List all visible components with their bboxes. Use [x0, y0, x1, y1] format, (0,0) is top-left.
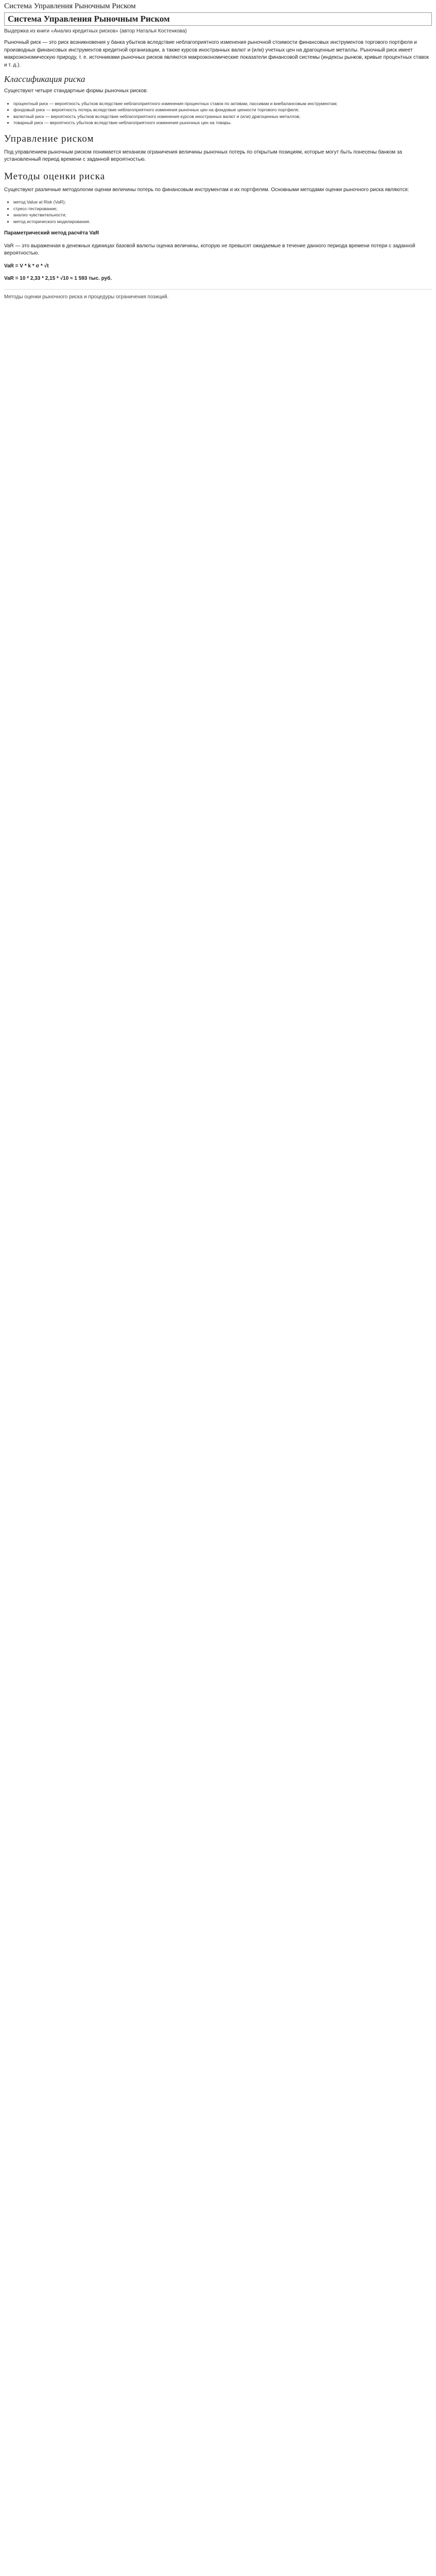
list-item: • анализ чувствительности;: [13, 212, 432, 218]
list-item: • валютный риск — вероятность убытков вследствие неблагоприятного изменения курсов иностранных валют и (или) драгоценных металлов;: [13, 113, 432, 120]
filler-note: Методы оценки рыночного риска и процедуры ограничения позиций.: [4, 294, 169, 300]
var-text: VaR — это выраженная в денежных единицах базовой валюты оценка величины, которую не превысят ожидаемые в течение данного периода времени потери с заданной вероятностью.: [4, 243, 415, 256]
intro: Рыночный риск — это риск возникновения у банка убытков вследствие неблагоприятного изменения рыночной стоимости финансовых инструментов торгового портфеля и производных финансовых инструментов кредитной организации, а также курсов иностранных валют и (или) учетных цен на драгоценные металлы. Рыночный риск имеет макроэкономическую природу, т. е. источниками рыночных рисков являются макроэкономические показатели финансовой системы (индексы рынков, кривые процентных ставок и т. д.).: [4, 40, 429, 68]
list-item: • товарный риск — вероятность убытков вследствие неблагоприятного изменения рыночных цен на товары.: [13, 120, 432, 126]
filler-section: [4, 289, 432, 301]
heading-methods: Методы оценки риска: [4, 171, 106, 182]
source-note: Выдержка из книги «Анализ кредитных рисков» (автор Наталья Костенкова): [4, 28, 187, 34]
methods-list: [13, 199, 432, 225]
heading-classification: Классификация риска: [4, 74, 85, 84]
list-item: • метод Value at Risk (VaR);: [13, 199, 432, 206]
list-item: • метод исторического моделирования.: [13, 218, 432, 225]
manage-text: Под управлением рыночным риском понимается механизм ограничения величины рыночных потерь по открытым позициям, которые могут быть понесены банком за установленный период времени с заданной вероятностью.: [4, 149, 403, 162]
formula: VaR = 10 * 2,33 * 2,15 * √10 ≈ 1 593 тыс. руб.: [4, 276, 112, 281]
site-title[interactable]: Система Управления Рыночным Риском: [4, 2, 136, 10]
list-item: • фондовый риск — вероятность потерь вследствие неблагоприятного изменения рыночных цен на фондовые ценности торгового портфеля;: [13, 107, 432, 113]
class-text: Существуют четыре стандартные формы рыночных рисков:: [4, 88, 148, 94]
page-title: Система Управления Рыночным Риском: [4, 12, 432, 26]
methods-text: Существуют различные методологии оценки величины потерь по финансовым инструментам и их портфелям. Основными методами оценки рыночного риска являются:: [4, 187, 409, 193]
forms-list: [13, 100, 432, 126]
list-item: • процентный риск — вероятность убытков вследствие неблагоприятного изменения процентных ставок по активам, пассивам и внебалансовым инструментам;: [13, 100, 432, 107]
list-item: • стресс-тестирование;: [13, 206, 432, 212]
heading-management: Управление риском: [4, 133, 94, 144]
formula: VaR = V * k * σ * √t: [4, 263, 49, 269]
var-heading: Параметрический метод расчёта VaR: [4, 230, 99, 236]
